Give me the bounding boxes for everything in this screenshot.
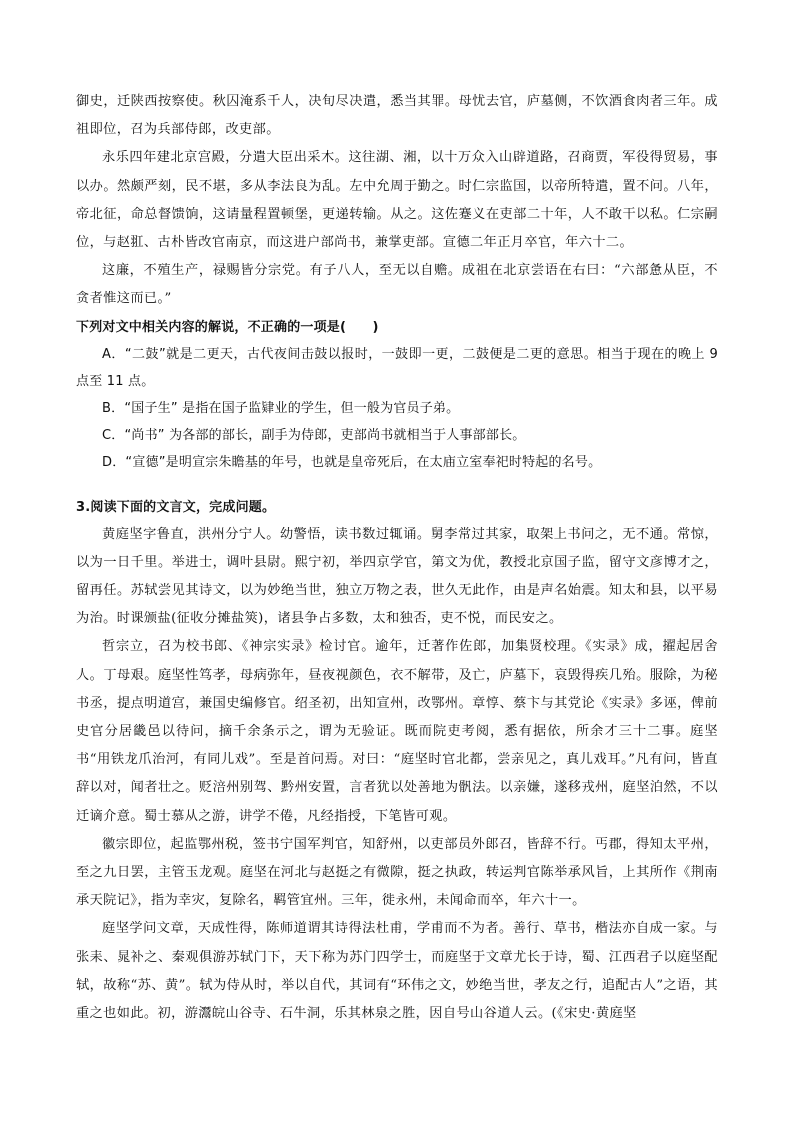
- section-spacer: [76, 476, 718, 494]
- section-3-heading: 3.阅读下面的文言文，完成问题。: [76, 499, 276, 515]
- passage-paragraph-3: 这廉，不殖生产，禄赐皆分宗党。有子八人，至无以自赡。成祖在北京尝语在右曰：“六部惫从臣，不贪者惟这而已。”: [76, 263, 718, 307]
- passage-paragraph-2: 永乐四年建北京宫殿，分遣大臣出采木。这往湖、湘，以十万众入山辟道路，召商贾，军役得贸易，事以办。然颇严刻，民不堪，多从李法良为乱。左中允周于勤之。时仁宗监国，以帝所特遣，置不问。八年，帝北征，命总督馈饷，这请量程置顿堡，更递转输。从之。这佐蹇义在吏部二十年，人不敢干以私。仁宗嗣位，与赵羾、古朴皆改官南京，而这进户部尚书，兼掌吏部。宣德二年正月卒官，年六十二。: [76, 150, 718, 251]
- question-stem: 下列对文中相关内容的解说，不正确的一项是( ): [76, 319, 379, 335]
- question-option-c: C．“尚书” 为各部的部长，副手为侍郎，吏部尚书就相当于人事部部长。: [102, 427, 526, 443]
- section-3-paragraph-2: 哲宗立，召为校书郎、《神宗实录》检讨官。逾年，迁著作佐郎，加集贤校理。《实录》成，擢起居舍人。丁母艰。庭坚性笃孝，母病弥年，昼夜视颜色，衣不解带，及亡，庐墓下，哀毁得疾几殆。服除，为秘书丞，提点明道宫，兼国史编修官。绍圣初，出知宣州，改鄂州。章惇、蔡卞与其党论《实录》多诬，俾前史官分居畿邑以待问，摘千余条示之，谓为无验证。既而院吏考阅，悉有据依，所余才三十二事。庭坚书“用铁龙爪治河，有同儿戏”。至是首问焉。对曰：“庭坚时官北都，尝亲见之，真儿戏耳。”凡有问，皆直辞以对，闻者壮之。贬涪州别驾、黔州安置，言者犹以处善地为骪法。以亲嫌，遂移戎州，庭坚泊然，不以迁谪介意。蜀士慕从之游，讲学不倦，凡经指授，下笔皆可观。: [76, 639, 718, 824]
- section-3-paragraph-3: 徽宗即位，起监鄂州税，签书宁国军判官，知舒州，以吏部员外郎召，皆辞不行。丐郡，得知太平州，至之九日罢，主管玉龙观。庭坚在河北与赵挺之有微隙，挺之执政，转运判官陈举承风旨，上其所作《荆南承天院记》，指为幸灾，复除名，羁管宜州。三年，徙永州，未闻命而卒，年六十一。: [76, 836, 718, 909]
- document-content: [76, 88, 718, 1028]
- question-option-b: B．“国子生” 是指在国子监肄业的学生，但一般为官员子弟。: [102, 400, 460, 416]
- passage-paragraph-1: 御史，迁陕西按察使。秋囚淹系千人，决旬尽决遣，悉当其罪。母忧去官，庐墓侧，不饮酒食肉者三年。成祖即位，召为兵部侍郎，改吏部。: [76, 94, 718, 138]
- section-3-paragraph-4: 庭坚学问文章，天成性得，陈师道谓其诗得法杜甫，学甫而不为者。善行、草书，楷法亦自成一家。与张耒、晁补之、秦观俱游苏轼门下，天下称为苏门四学士，而庭坚于文章尤长于诗，蜀、江西君子以庭坚配轼，故称“苏、黄”。轼为侍从时，举以自代，其词有“环伟之文，妙绝当世，孝友之行，追配古人”之语，其重之也如此。初，游灊皖山谷寺、石牛洞，乐其林泉之胜，因自号山谷道人云。(《宋史·黄庭坚: [76, 921, 718, 1022]
- question-option-d: D．“宣德”是明宣宗朱瞻基的年号，也就是皇帝死后，在太庙立室奉祀时特起的名号。: [102, 454, 602, 470]
- section-3-paragraph-1: 黄庭坚字鲁直，洪州分宁人。幼警悟，读书数过辄诵。舅李常过其家，取架上书问之，无不通。常惊，以为一日千里。举进士，调叶县尉。熙宁初，举四京学官，第文为优，教授北京国子监，留守文彦博才之，留再任。苏轼尝见其诗文，以为妙绝当世，独立万物之表，世久无此作，由是声名始震。知太和县，以平易为治。时课颁盐(征收分摊盐筴)，诸县争占多数，太和独否，吏不悦，而民安之。: [76, 526, 718, 627]
- question-option-a: A．“二鼓”就是二更天，古代夜间击鼓以报时，一鼓即一更，二鼓便是二更的意思。相当于现在的晚上 9 点至 11 点。: [76, 346, 718, 389]
